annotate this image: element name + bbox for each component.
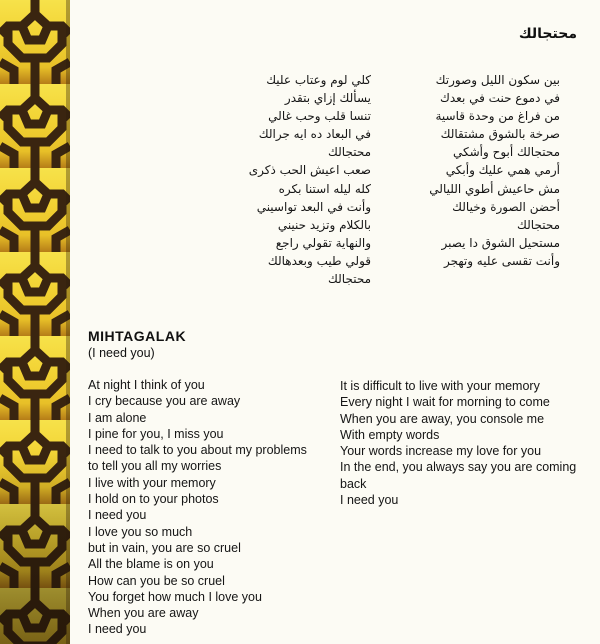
lyric-line: I pine for you, I miss you [88, 426, 224, 441]
lyric-line: I am alone [88, 410, 147, 425]
lyric-line: محتجالك [328, 145, 371, 160]
lyric-line: You forget how much I love you [88, 589, 262, 604]
arabic-lyrics-right-column [350, 71, 560, 270]
lyric-line: but in vain, you are so cruel [88, 540, 241, 555]
lyric-line: أرمي همي عليك وأبكي [445, 163, 560, 178]
lyric-line: When you are away, you console me [340, 411, 545, 426]
lyric-line: I cry because you are away [88, 394, 241, 409]
lyric-line: I hold on to your photos [88, 492, 219, 507]
mashrabiya-lattice-decoration [0, 0, 70, 644]
lyric-line: I need you [88, 508, 147, 523]
lyric-line: وأنت في البعد تواسيني [256, 199, 371, 214]
arabic-song-title: محتجالك [518, 26, 577, 42]
lyric-line: مستحيل الشوق دا يصبر [441, 235, 560, 250]
lyric-line: In the end, you always say you are coming back [340, 460, 577, 491]
lyric-line: It is difficult to live with your memory [340, 379, 540, 393]
lyric-line: بالكلام وتزيد حنيني [277, 217, 371, 232]
lyric-line: أحضن الصورة وخيالك [452, 199, 560, 214]
english-song-subtitle: (I need you) [88, 346, 155, 360]
lyric-line: وأنت تقسى عليه وتهجر [443, 253, 560, 268]
arabic-lyrics-left-column [171, 71, 371, 288]
lyric-line: I need to talk to you about my problems [88, 443, 307, 458]
lyric-line: تنسا قلب وحب غالي [268, 109, 371, 124]
lyric-line: مش حاعيش أطوي الليالي [429, 181, 560, 196]
english-lyrics-left-column [88, 377, 328, 638]
lyric-line: والنهاية تقولي راجع [275, 235, 371, 250]
lyric-line: محتجالك [328, 272, 371, 287]
lyric-line: I need you [88, 622, 147, 637]
lyric-line: Your words increase my love for you [340, 444, 542, 459]
lyric-line: to tell you all my worries [88, 459, 222, 474]
lyric-line: All the blame is on you [88, 557, 214, 572]
lyric-line: بين سكون الليل وصورتك [435, 73, 560, 87]
lyric-line: محتجالك أبوح وأشكي [452, 145, 560, 160]
lyric-line: كلي لوم وعتاب عليك [266, 73, 371, 87]
lyric-line: With empty words [340, 427, 440, 442]
english-lyrics-right-column [340, 378, 580, 508]
lyric-line: في دموع حنت في بعدك [439, 91, 560, 106]
lyric-line: صعب اعيش الحب ذكرى [248, 163, 371, 178]
lyric-line: Every night I wait for morning to come [340, 395, 550, 410]
lyric-line: I love you so much [88, 524, 193, 539]
lyric-line: I live with your memory [88, 475, 216, 490]
lyric-line: في البعاد ده ايه جرالك [258, 127, 371, 142]
lyric-line: كله ليله استنا بكره [278, 181, 371, 196]
lyric-line: صرخة بالشوق مشتقالك [440, 127, 560, 142]
lyric-line: قولي طيب وبعدهالك [267, 253, 371, 268]
lyric-line: At night I think of you [88, 378, 205, 392]
lyric-line: When you are away [88, 606, 199, 621]
english-song-title: MIHTAGALAK [88, 328, 187, 344]
lyric-line: محتجالك [517, 217, 560, 232]
lyric-line: يسألك إزاي بتقدر [284, 91, 371, 106]
lyric-line: I need you [340, 493, 399, 508]
lyric-line: من فراغ من وحدة قاسية [435, 109, 560, 124]
lyric-line: How can you be so cruel [88, 573, 225, 588]
